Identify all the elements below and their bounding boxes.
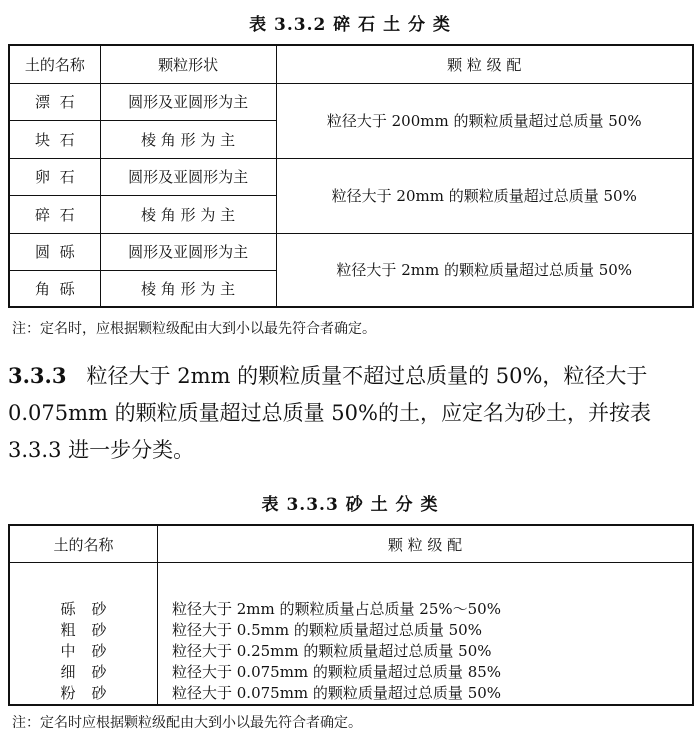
clause-3-3-3 [8, 357, 696, 469]
table-3-3-2-caption: 表 3.3.2 碎 石 土 分 类 [249, 15, 451, 35]
shape-cell: 棱 角 形 为 主 [100, 120, 276, 158]
soil-name: 粉砂 [60, 684, 123, 702]
grading-cell: 粒径大于 2mm 的颗粒质量超过总质量 50% [276, 233, 693, 307]
header-soil-name: 土的名称 [9, 525, 158, 563]
grading-line: 粒径大于 0.075mm 的颗粒质量超过总质量 50% [172, 684, 502, 702]
gradings-column [158, 563, 694, 706]
header-grading: 颗 粒 级 配 [276, 45, 693, 83]
table-3-3-3-note: 注：定名时应根据颗粒级配由大到小以最先符合者确定。 [12, 715, 362, 731]
shape-cell: 圆形及亚圆形为主 [100, 158, 276, 195]
clause-text: 粒径大于 2mm 的颗粒质量不超过总质量的 50%，粒径大于 0.075mm 的颗粒质量超过总质量 50%的土，应定名为砂土，并按表 3.3.3 进一步分类。 [8, 364, 651, 462]
soil-name-cell: 卵 石 [9, 158, 100, 195]
clause-number: 3.3.3 [8, 363, 67, 388]
soil-name-cell: 圆 砾 [9, 233, 100, 270]
table-3-3-3-caption: 表 3.3.3 砂 土 分 类 [261, 495, 439, 515]
shape-cell: 棱 角 形 为 主 [100, 270, 276, 307]
soil-name-cell: 角 砾 [9, 270, 100, 307]
soil-name: 砾砂 [60, 600, 123, 618]
grading-cell: 粒径大于 20mm 的颗粒质量超过总质量 50% [276, 158, 693, 233]
grading-line: 粒径大于 0.5mm 的颗粒质量超过总质量 50% [172, 621, 482, 639]
soil-name: 粗砂 [60, 621, 123, 639]
grading-line: 粒径大于 0.25mm 的颗粒质量超过总质量 50% [172, 642, 492, 660]
header-particle-shape: 颗粒形状 [100, 45, 276, 83]
grading-line: 粒径大于 2mm 的颗粒质量占总质量 25%～50% [172, 600, 501, 618]
soil-name-cell: 碎 石 [9, 195, 100, 233]
gravel-soil-table [8, 44, 694, 308]
shape-cell: 圆形及亚圆形为主 [100, 83, 276, 120]
grading-cell: 粒径大于 200mm 的颗粒质量超过总质量 50% [276, 83, 693, 158]
grading-line: 粒径大于 0.075mm 的颗粒质量超过总质量 85% [172, 663, 502, 681]
header-soil-name: 土的名称 [9, 45, 100, 83]
table-3-3-2-note: 注：定名时，应根据颗粒级配由大到小以最先符合者确定。 [12, 321, 376, 337]
soil-names-column [9, 563, 158, 706]
soil-name-cell: 块 石 [9, 120, 100, 158]
header-grading: 颗 粒 级 配 [158, 525, 694, 563]
soil-name: 细砂 [60, 663, 123, 681]
soil-name-cell: 漂 石 [9, 83, 100, 120]
sand-soil-table [8, 524, 694, 706]
shape-cell: 圆形及亚圆形为主 [100, 233, 276, 270]
soil-name: 中砂 [60, 642, 123, 660]
shape-cell: 棱 角 形 为 主 [100, 195, 276, 233]
